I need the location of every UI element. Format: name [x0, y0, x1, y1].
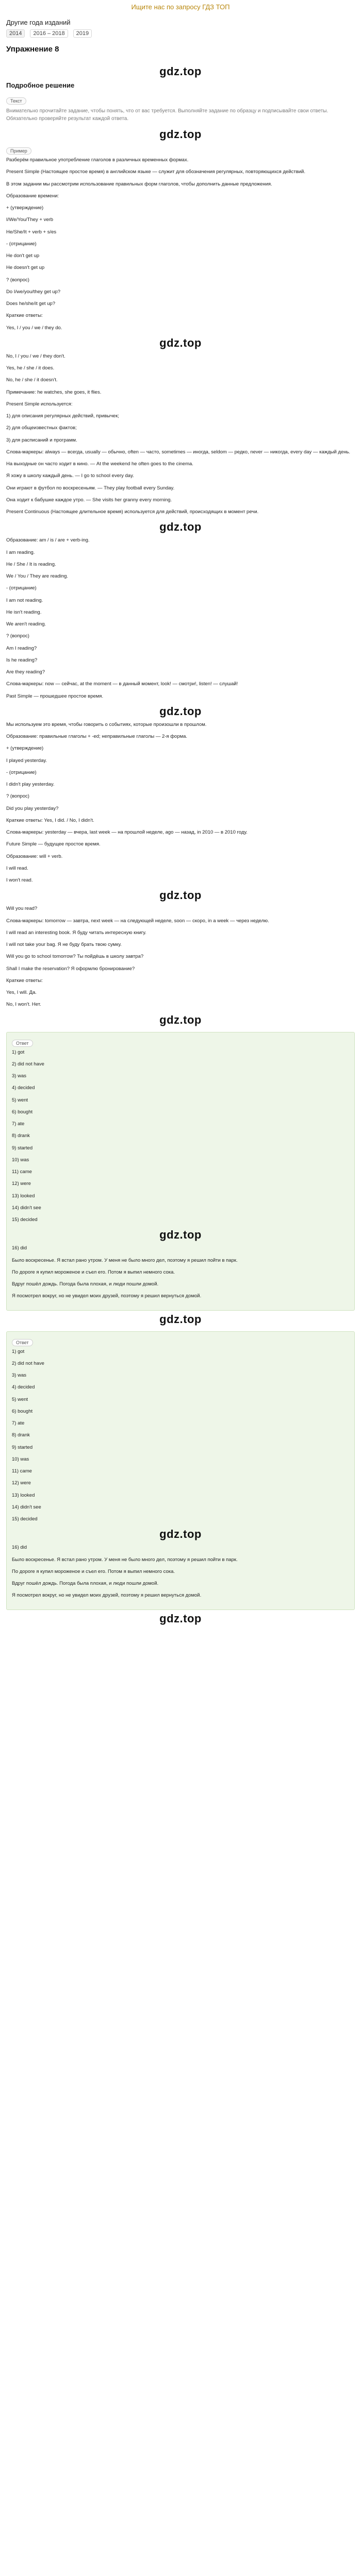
- text-line: Does he/she/it get up?: [6, 301, 56, 307]
- watermark: gdz.top: [159, 520, 202, 534]
- text-line: 11) came: [12, 1169, 32, 1175]
- text-line: I won't read.: [6, 877, 33, 883]
- text-line: No, I / you / we / they don't.: [6, 353, 65, 359]
- text-line: Я посмотрел вокруг, но не увидел моих друзей, поэтому я решил вернуться домой.: [12, 1293, 202, 1299]
- text-line: 15) decided: [12, 1217, 38, 1223]
- watermark: gdz.top: [159, 65, 202, 78]
- text-line: No, he / she / it doesn't.: [6, 377, 58, 383]
- years-list: [6, 29, 355, 38]
- text-line: По дороге я купил мороженое и съел его. Потом я выпил немного сока.: [12, 1269, 175, 1275]
- watermark: gdz.top: [159, 336, 202, 349]
- text-line: Примечание: he watches, she goes, it flies.: [6, 389, 102, 395]
- text-line: 14) didn't see: [12, 1205, 41, 1211]
- text-line: No, I won't. Нет.: [6, 1002, 41, 1008]
- exercise-title: Упражнение 8: [6, 45, 59, 54]
- text-line: Она ходит к бабушке каждое утро. — She visits her granny every morning.: [6, 497, 172, 503]
- text-line: He don't get up: [6, 253, 40, 259]
- text-line: - (отрицание): [6, 769, 37, 775]
- text-line: 6) bought: [12, 1109, 33, 1115]
- text-line: Разберём правильное употребление глаголов в различных временных формах.: [6, 157, 189, 163]
- section-badge: Ответ: [12, 1339, 33, 1346]
- text-line: We aren't reading.: [6, 621, 46, 627]
- solution-section: [6, 94, 355, 123]
- text-line: Краткие ответы:: [6, 313, 43, 319]
- top-note: Ищите нас по запросу ГДЗ ТОП: [131, 3, 230, 11]
- text-line: 16) did: [12, 1545, 27, 1551]
- text-line: He / She / It is reading.: [6, 561, 56, 567]
- text-line: Shall I make the reservation? Я оформлю бронирование?: [6, 965, 135, 972]
- text-line: 7) ate: [12, 1121, 25, 1127]
- section-badge: Ответ: [12, 1040, 33, 1047]
- text-line: 8) drank: [12, 1432, 30, 1438]
- text-line: I am not reading.: [6, 597, 43, 603]
- text-line: 2) did not have: [12, 1061, 44, 1067]
- text-line: Yes, I will. Да.: [6, 990, 37, 995]
- text-line: Yes, I / you / we / they do.: [6, 325, 62, 331]
- text-line: Present Simple используется:: [6, 401, 73, 407]
- text-line: Did you play yesterday?: [6, 805, 59, 811]
- text-line: 8) drank: [12, 1133, 30, 1139]
- text-line: На выходные он часто ходит в кино. — At the weekend he often goes to the cinema.: [6, 461, 193, 467]
- solution-section: [6, 1331, 355, 1610]
- text-line: - (отрицание): [6, 241, 37, 247]
- text-line: He doesn't get up: [6, 265, 45, 271]
- text-line: 3) was: [12, 1073, 26, 1079]
- solution-section: [6, 1032, 355, 1311]
- text-line: I am reading.: [6, 549, 35, 555]
- text-line: Образование: am / is / are + verb-ing.: [6, 537, 90, 544]
- text-line: Are they reading?: [6, 669, 45, 675]
- text-line: 4) decided: [12, 1384, 35, 1391]
- section-lines: [12, 1348, 349, 1600]
- text-line: 9) started: [12, 1444, 33, 1450]
- text-line: Do I/we/you/they get up?: [6, 289, 61, 295]
- text-line: 5) went: [12, 1396, 28, 1402]
- text-line: Они играют в футбол по воскресеньям. — They play football every Sunday.: [6, 485, 175, 491]
- text-line: 14) didn't see: [12, 1504, 41, 1510]
- text-line: 2) для общеизвестных фактов;: [6, 425, 77, 431]
- watermark: gdz.top: [159, 1312, 202, 1326]
- text-line: + (утверждение): [6, 745, 44, 752]
- text-line: ? (вопрос): [6, 633, 29, 639]
- text-line: 12) were: [12, 1181, 31, 1187]
- text-line: We / You / They are reading.: [6, 573, 69, 579]
- watermark: gdz.top: [159, 1228, 202, 1242]
- text-line: В этом задании мы рассмотрим использование правильных форм глаголов, чтобы дополнить данные предложения.: [6, 181, 272, 187]
- text-line: Will you read?: [6, 906, 38, 912]
- page-content: [0, 19, 361, 1625]
- text-line: - (отрицание): [6, 585, 37, 591]
- text-line: Краткие ответы:: [6, 977, 43, 984]
- text-line: 3) was: [12, 1372, 26, 1378]
- text-line: Yes, he / she / it does.: [6, 365, 55, 371]
- watermark: gdz.top: [159, 1612, 202, 1625]
- text-line: I didn't play yesterday.: [6, 782, 55, 787]
- text-line: I/We/You/They + verb: [6, 217, 54, 223]
- text-line: 1) got: [12, 1348, 25, 1354]
- text-line: 15) decided: [12, 1516, 38, 1522]
- watermark: gdz.top: [159, 1013, 202, 1026]
- solution-sections: [6, 94, 355, 1625]
- text-line: Past Simple — прошедшее простое время.: [6, 693, 104, 699]
- text-line: Было воскресенье. Я встал рано утром. У меня не было много дел, поэтому я решил пойти в парк.: [12, 1257, 238, 1263]
- text-line: Вдруг пошёл дождь. Погода была плохая, и люди пошли домой.: [12, 1581, 159, 1586]
- other-years-label: Другие года изданий: [6, 19, 71, 26]
- text-line: 11) came: [12, 1468, 32, 1474]
- text-line: 3) для расписаний и программ.: [6, 437, 77, 443]
- section-note: Внимательно прочитайте задание, чтобы понять, что от вас требуется. Выполняйте задание по образцу и подписывайте свои ответы. Обязательно проверяйте результат каждой ответа.: [6, 108, 329, 122]
- text-line: I played yesterday.: [6, 757, 47, 764]
- text-line: I will read an interesting book. Я буду читать интересную книгу.: [6, 929, 146, 936]
- text-line: ? (вопрос): [6, 793, 29, 800]
- text-line: Образование: will + verb.: [6, 853, 63, 859]
- text-line: 2) did not have: [12, 1360, 44, 1366]
- text-line: Слова-маркеры: tomorrow — завтра, next week — на следующей неделе, soon — скоро, in a week — через неделю.: [6, 918, 269, 924]
- text-line: 10) was: [12, 1157, 29, 1163]
- section-badge: Текст: [6, 97, 26, 105]
- text-line: Было воскресенье. Я встал рано утром. У меня не было много дел, поэтому я решил пойти в парк.: [12, 1556, 238, 1563]
- text-line: 6) bought: [12, 1408, 33, 1414]
- text-line: Am I reading?: [6, 645, 37, 651]
- text-line: 4) decided: [12, 1085, 35, 1091]
- year-link[interactable]: 2019: [73, 29, 92, 38]
- text-line: 12) were: [12, 1480, 31, 1486]
- text-line: I will read.: [6, 865, 28, 871]
- text-line: Я хожу в школу каждый день. — I go to school every day.: [6, 473, 134, 479]
- text-line: Present Simple (Настоящее простое время) в английском языке — служит для обозначения регулярных, повторяющихся действий.: [6, 169, 305, 175]
- text-line: Образование времени:: [6, 193, 59, 199]
- text-line: Слова-маркеры: always — всегда, usually — обычно, often — часто, sometimes — иногда, seldom — редко, never — никогда, every day — каждый день.: [6, 449, 351, 455]
- text-line: 1) для описания регулярных действий, привычек;: [6, 413, 119, 419]
- text-line: Слова-маркеры: yesterday — вчера, last week — на прошлой неделе, ago — назад, in 2010 — в 2010 году.: [6, 829, 248, 835]
- text-line: 1) got: [12, 1049, 25, 1055]
- year-link[interactable]: 2014: [6, 29, 25, 38]
- text-line: 16) did: [12, 1245, 27, 1251]
- text-line: ? (вопрос): [6, 277, 29, 283]
- text-line: По дороге я купил мороженое и съел его. Потом я выпил немного сока.: [12, 1568, 175, 1574]
- text-line: Краткие ответы: Yes, I did. / No, I didn't.: [6, 817, 94, 823]
- text-line: Слова-маркеры: now — сейчас, at the moment — в данный момент, look! — смотри!, listen! — слушай!: [6, 681, 238, 687]
- text-line: I will not take your bag. Я не буду брать твою сумку.: [6, 942, 122, 947]
- text-line: Образование: правильные глаголы + -ed; неправильные глаголы — 2-я форма.: [6, 734, 188, 739]
- text-line: Мы используем это время, чтобы говорить о событиях, которые произошли в прошлом.: [6, 721, 207, 727]
- text-line: + (утверждение): [6, 205, 44, 211]
- text-line: Я посмотрел вокруг, но не увидел моих друзей, поэтому я решил вернуться домой.: [12, 1592, 202, 1599]
- watermark: gdz.top: [159, 704, 202, 718]
- text-line: 10) was: [12, 1456, 29, 1462]
- text-line: 13) looked: [12, 1492, 35, 1498]
- text-line: He/She/It + verb + s/es: [6, 229, 57, 235]
- text-line: Will you go to school tomorrow? Ты пойдёшь в школу завтра?: [6, 954, 144, 960]
- text-line: Вдруг пошёл дождь. Погода была плохая, и люди пошли домой.: [12, 1281, 159, 1287]
- text-line: Is he reading?: [6, 657, 38, 663]
- text-line: He isn't reading.: [6, 609, 42, 615]
- text-line: 7) ate: [12, 1420, 25, 1426]
- watermark: gdz.top: [159, 1528, 202, 1541]
- text-line: Future Simple — будущее простое время.: [6, 841, 101, 848]
- solution-title: Подробное решение: [6, 81, 75, 89]
- year-link[interactable]: 2016 – 2018: [30, 29, 68, 38]
- section-badge: Пример: [6, 147, 31, 155]
- text-line: Present Continuous (Настоящее длительное время) используется для действий, происходящих в момент речи.: [6, 509, 259, 515]
- text-line: 5) went: [12, 1097, 28, 1103]
- watermark: gdz.top: [159, 889, 202, 902]
- solution-section: [6, 144, 355, 1009]
- text-line: 13) looked: [12, 1193, 35, 1199]
- section-lines: [6, 157, 355, 1009]
- text-line: 9) started: [12, 1145, 33, 1151]
- watermark: gdz.top: [159, 128, 202, 141]
- section-lines: [12, 1049, 349, 1300]
